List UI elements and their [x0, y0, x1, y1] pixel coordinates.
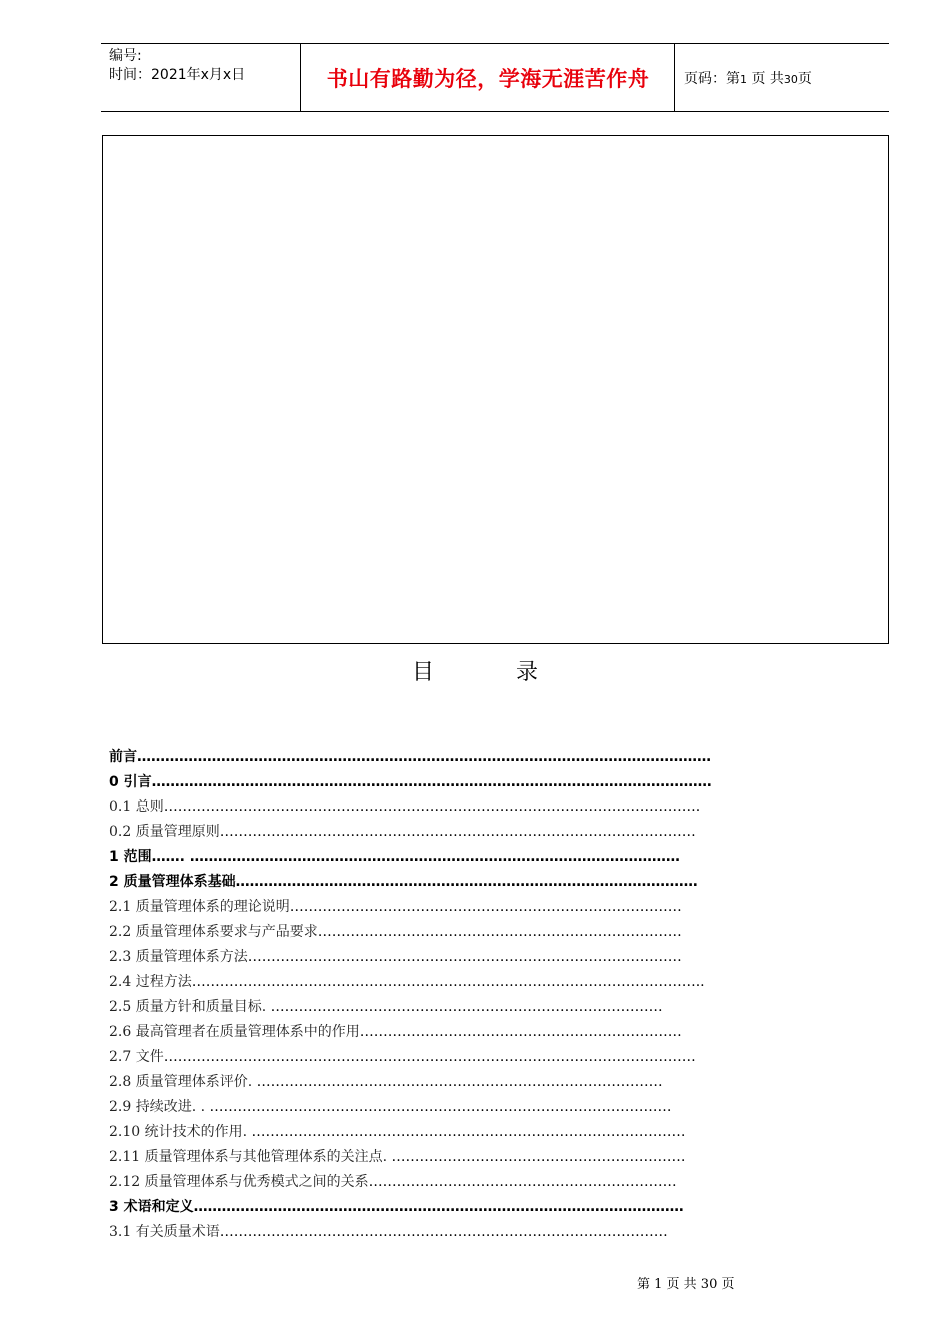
toc-entry-leader: …………………………………………………………………………………………………………… [137, 749, 711, 765]
toc-entry[interactable] [109, 945, 849, 970]
toc-entry[interactable] [109, 870, 849, 895]
toc-entry-leader: ………………………………………………………………………………… [247, 949, 682, 965]
toc-entry[interactable] [109, 1045, 849, 1070]
toc-entry-leader: ……. …………………………………………………………………………………………… [151, 849, 680, 865]
toc-entry[interactable] [109, 1095, 849, 1120]
page-suffix: 页 [797, 71, 812, 87]
toc-entry-leader: ……………………………………………………… [387, 1149, 686, 1165]
toc-entry-text: 2.10 统计技术的作用. [109, 1124, 248, 1140]
toc-entry-leader: …………………………………………………………………… [317, 924, 682, 940]
toc-entry-text: 2.3 质量管理体系方法 [109, 949, 248, 965]
toc-entry-text: 2.2 质量管理体系要求与产品要求 [109, 924, 318, 940]
page-footer: 第 1 页 共 30 页 [637, 1277, 735, 1292]
toc-title [0, 655, 950, 686]
toc-entry-leader: …………………………………………………………………………… [252, 1074, 663, 1090]
toc-entry[interactable] [109, 1145, 849, 1170]
header-page-info [684, 68, 812, 88]
toc-entry[interactable] [109, 920, 849, 945]
toc-entry-leader: …………………………………………………………………………………… [219, 1224, 668, 1240]
page-mid: 页 共 [751, 71, 784, 87]
toc-entry-text: 2.1 质量管理体系的理论说明 [109, 899, 290, 915]
page-current: 1 [740, 73, 747, 86]
toc-entry-text: 2.6 最高管理者在质量管理体系中的作用 [109, 1024, 360, 1040]
document-time-label: 时间：2021年x月x日 [109, 67, 246, 83]
document-number-label: 编号: [109, 48, 142, 64]
toc-entry-text: 2.12 质量管理体系与优秀模式之间的关系 [109, 1174, 369, 1190]
toc-entry-leader: ………………………………………………………………………………………… [219, 824, 696, 840]
toc-entry[interactable] [109, 970, 849, 995]
toc-entry[interactable] [109, 1120, 849, 1145]
table-of-contents [109, 745, 849, 1245]
toc-entry-text: 3.1 有关质量术语 [109, 1224, 220, 1240]
toc-entry-text: 2.8 质量管理体系评价. [109, 1074, 253, 1090]
toc-entry-text: 2.5 质量方针和质量目标. [109, 999, 267, 1015]
toc-entry-leader: …………………………………………………………………………………………… [193, 1199, 684, 1215]
toc-entry[interactable] [109, 895, 849, 920]
toc-entry[interactable] [109, 745, 849, 770]
header-meta [109, 47, 245, 85]
blank-content-frame [102, 135, 889, 644]
document-header [101, 43, 889, 112]
toc-entry-text: 0 引言 [109, 774, 152, 790]
toc-entry-leader: ………………………………………………………………………………………………………… [151, 774, 712, 790]
toc-entry-text: 2.4 过程方法 [109, 974, 192, 990]
toc-entry[interactable] [109, 995, 849, 1020]
toc-title-left: 目 [411, 660, 434, 685]
toc-entry-text: 2.9 持续改进. . [109, 1099, 206, 1115]
toc-entry-text: 0.2 质量管理原则 [109, 824, 220, 840]
toc-entry-text: 2 质量管理体系基础 [109, 874, 236, 890]
toc-entry-leader: ………………………………………………………………………… [289, 899, 682, 915]
toc-entry-leader: ………………………………………………………………………………… [247, 1124, 686, 1140]
toc-entry[interactable] [109, 1195, 849, 1220]
toc-entry-leader: ……………………………………………………………………………………… [235, 874, 698, 890]
page-total: 30 [783, 73, 798, 86]
toc-entry[interactable] [109, 845, 849, 870]
toc-entry-leader: ……………………………………………………………………………………… [205, 1099, 672, 1115]
toc-entry-text: 前言 [109, 749, 137, 765]
toc-entry-text: 0.1 总则 [109, 799, 164, 815]
toc-entry-text: 3 术语和定义 [109, 1199, 194, 1215]
header-motto: 书山有路勤为径，学海无涯苦作舟 [326, 66, 650, 91]
toc-entry[interactable] [109, 770, 849, 795]
toc-entry-text: 1 范围 [109, 849, 152, 865]
toc-title-right: 录 [516, 660, 539, 685]
toc-entry[interactable] [109, 795, 849, 820]
toc-entry-leader: ………………………………………………………………………… [266, 999, 663, 1015]
toc-entry-leader: …………………………………………………………………………………………………… [163, 1049, 696, 1065]
toc-entry[interactable] [109, 1020, 849, 1045]
header-divider-right [674, 44, 675, 111]
toc-entry-leader: ……………………………………………………………………………………………….. [191, 974, 705, 990]
page-prefix: 页码：第 [684, 71, 740, 87]
toc-entry-leader: ……………………………………………………………………………………………………. [163, 799, 701, 815]
toc-entry-leader: …………………………………………………………… [359, 1024, 682, 1040]
toc-entry-leader: ………………………………………………………… [368, 1174, 677, 1190]
toc-entry-text: 2.11 质量管理体系与其他管理体系的关注点. [109, 1149, 388, 1165]
toc-entry[interactable] [109, 820, 849, 845]
toc-entry[interactable] [109, 1070, 849, 1095]
toc-entry[interactable] [109, 1170, 849, 1195]
toc-entry[interactable] [109, 1220, 849, 1245]
toc-entry-text: 2.7 文件 [109, 1049, 164, 1065]
